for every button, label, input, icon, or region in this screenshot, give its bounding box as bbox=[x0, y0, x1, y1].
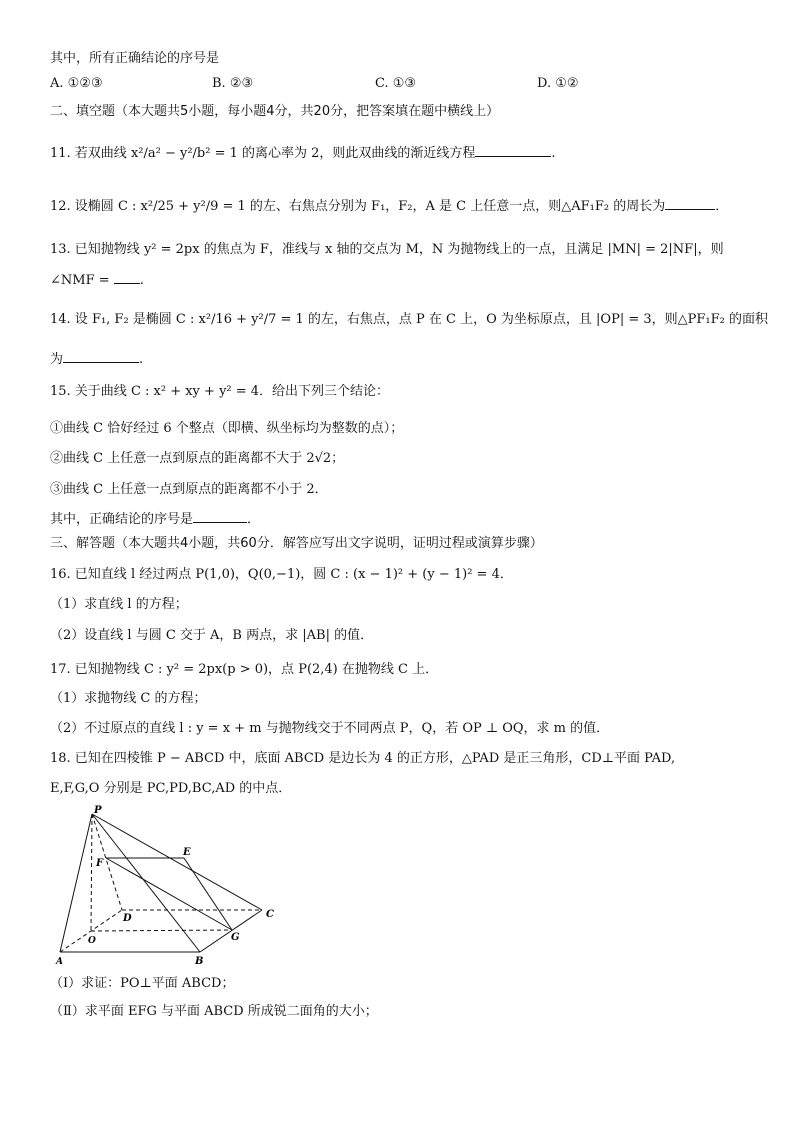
question-17-part-2: （2）不过原点的直线 l : y = x + m 与抛物线交于不同两点 P，Q，若 OP ⊥ OQ，求 m 的值． bbox=[50, 721, 610, 736]
question-10-options bbox=[50, 76, 750, 94]
question-17: 17. 已知抛物线 C : y² = 2px(p > 0)，点 P(2,4) 在抛物线 C 上． bbox=[50, 662, 439, 677]
label-E: E bbox=[183, 847, 191, 858]
label-B: B bbox=[195, 956, 204, 966]
question-14-line-1: 14. 设 F₁, F₂ 是椭圆 C : x²/16 + y²/7 = 1 的左，右焦点，点 P 在 C 上，O 为坐标原点，且 |OP| = 3，则△PF₁F₂ 的面积 bbox=[50, 312, 768, 327]
label-C: C bbox=[266, 909, 274, 920]
label-A: A bbox=[56, 957, 63, 966]
statement-3: ③曲线 C 上任意一点到原点的距离都不小于 2． bbox=[50, 482, 328, 497]
question-16-part-1: （1）求直线 l 的方程； bbox=[50, 597, 188, 612]
option-c: C. ①③ bbox=[375, 76, 417, 91]
question-14-text: 为 bbox=[50, 352, 64, 367]
pyramid-figure bbox=[50, 804, 290, 966]
question-18-line-1: 18. 已知在四棱锥 P − ABCD 中，底面 ABCD 是边长为 4 的正方形，△PAD 是正三角形，CD⊥平面 PAD, bbox=[50, 751, 676, 766]
question-15-ending: 其中，正确结论的序号是 ． bbox=[50, 512, 261, 527]
question-13-line-2: ∠NMF = . bbox=[50, 273, 144, 288]
segment-EG bbox=[184, 858, 232, 930]
question-16: 16. 已知直线 l 经过两点 P(1,0)，Q(0,−1)，圆 C : (x − 1)² + (y − 1)² = 4． bbox=[50, 567, 513, 582]
question-18-part-2: （Ⅱ）求平面 EFG 与平面 ABCD 所成锐二面角的大小； bbox=[50, 1004, 378, 1019]
question-15-end-text: 其中，正确结论的序号是 bbox=[50, 512, 194, 527]
label-D: D bbox=[123, 913, 132, 924]
question-11-text: 11. 若双曲线 x²/a² − y²/b² = 1 的离心率为 2，则此双曲线的渐近线方程 bbox=[50, 146, 476, 161]
answer-blank bbox=[114, 271, 140, 284]
question-16-part-2: （2）设直线 l 与圆 C 交于 A，B 两点，求 |AB| 的值． bbox=[50, 628, 374, 643]
option-a: A. ①②③ bbox=[50, 76, 103, 91]
answer-blank bbox=[63, 350, 139, 363]
question-12: 12. 设椭圆 C : x²/25 + y²/9 = 1 的左、右焦点分别为 F₁，F₂，A 是 C 上任意一点，则△AF₁F₂ 的周长为 ． bbox=[50, 199, 729, 214]
option-b: B. ②③ bbox=[212, 76, 254, 91]
answer-blank bbox=[665, 197, 715, 210]
label-O: O bbox=[88, 936, 96, 946]
question-13-line-1: 13. 已知抛物线 y² = 2px 的焦点为 F，准线与 x 轴的交点为 M，N 为抛物线上的一点，且满足 |MN| = 2|NF|，则 bbox=[50, 242, 724, 257]
question-18-part-1: （Ⅰ）求证：PO⊥平面 ABCD； bbox=[50, 976, 235, 991]
edge-PA bbox=[60, 814, 92, 952]
option-d: D. ①② bbox=[537, 76, 579, 91]
label-F: F bbox=[96, 858, 104, 869]
question-10-tail: 其中，所有正确结论的序号是 bbox=[50, 51, 220, 66]
statement-2: ②曲线 C 上任意一点到原点的距离都不大于 2√2； bbox=[50, 451, 345, 466]
label-P: P bbox=[94, 805, 102, 816]
question-17-part-1: （1）求抛物线 C 的方程； bbox=[50, 691, 207, 706]
statement-1: ①曲线 C 恰好经过 6 个整点（即横、纵坐标均为整数的点）； bbox=[50, 421, 404, 436]
question-15: 15. 关于曲线 C : x² + xy + y² = 4．给出下列三个结论： bbox=[50, 384, 390, 399]
answer-blank bbox=[193, 510, 247, 523]
section-3-heading: 三、解答题（本大题共4小题，共60分．解答应写出文字说明，证明过程或演算步骤） bbox=[50, 536, 543, 551]
answer-blank bbox=[475, 144, 551, 157]
question-11: 11. 若双曲线 x²/a² − y²/b² = 1 的离心率为 2，则此双曲线的渐近线方程 . bbox=[50, 146, 556, 161]
question-12-text: 12. 设椭圆 C : x²/25 + y²/9 = 1 的左、右焦点分别为 F₁，F₂，A 是 C 上任意一点，则△AF₁F₂ 的周长为 bbox=[50, 199, 666, 214]
question-18-line-2: E,F,G,O 分别是 PC,PD,BC,AD 的中点． bbox=[50, 781, 292, 796]
edge-BC bbox=[200, 910, 262, 952]
question-14-line-2: 为 . bbox=[50, 352, 144, 367]
segment-OG bbox=[91, 930, 232, 931]
segment-PO bbox=[91, 814, 92, 931]
section-2-heading: 二、填空题（本大题共5小题，每小题4分，共20分，把答案填在题中横线上） bbox=[50, 104, 500, 119]
label-G: G bbox=[231, 932, 240, 943]
question-13-text: ∠NMF = bbox=[50, 273, 110, 288]
